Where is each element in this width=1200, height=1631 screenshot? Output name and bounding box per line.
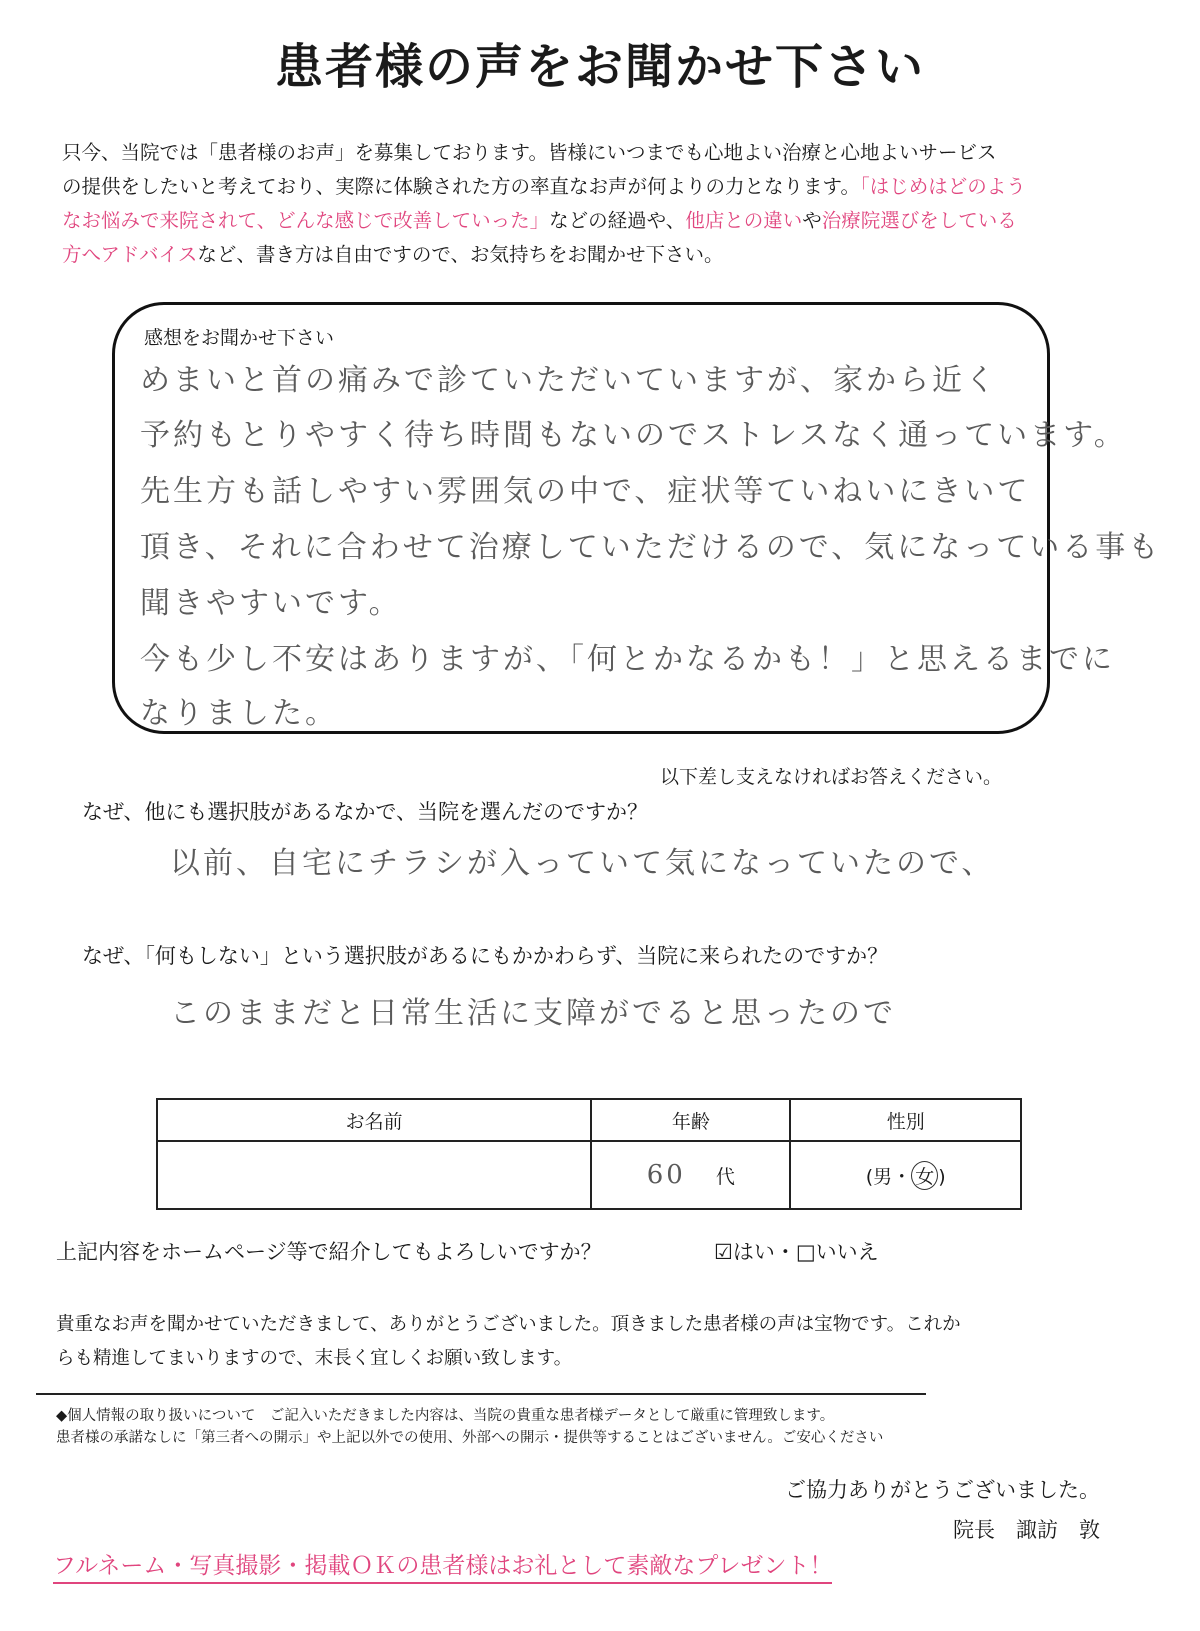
handwritten-line: なりました。	[140, 696, 338, 731]
present-notice: フルネーム・写真撮影・掲載ＯＫの患者様はお礼として素敵なプレゼント！	[53, 1547, 832, 1584]
age-unit: 代	[715, 1166, 735, 1188]
gender-paren: (	[865, 1165, 874, 1188]
answer-1: 以前、自宅にチラシが入っていて気になっていたので、	[170, 846, 995, 881]
handwritten-line: 聞きやすいです。	[140, 586, 402, 621]
impressions-label: 感想をお聞かせ下さい	[144, 327, 335, 349]
age-cell[interactable]	[591, 1141, 790, 1209]
intro-highlight: 他店との違い	[685, 209, 803, 232]
consent-separator: ・	[774, 1240, 796, 1264]
name-header: お名前	[157, 1099, 591, 1141]
director-name: 院長 諏訪 敦	[953, 1518, 1100, 1542]
age-value: 60	[646, 1160, 686, 1190]
intro-line-2	[62, 170, 1026, 204]
consent-question: 上記内容をホームページ等で紹介してもよろしいですか？	[56, 1240, 602, 1264]
gender-paren: )	[938, 1165, 946, 1188]
intro-text: などの経過や、	[549, 209, 686, 232]
thanks-line-2: らも精進してまいりますので、末長く宜しくお願い致します。	[56, 1348, 573, 1369]
question-1: なぜ、他にも選択肢があるなかで、当院を選んだのですか？	[82, 800, 648, 824]
name-cell[interactable]	[157, 1141, 591, 1209]
gender-male: 男	[873, 1165, 893, 1188]
intro-line-4	[62, 238, 723, 272]
question-2: なぜ、「何もしない」という選択肢があるにもかかわらず、当院に来られたのですか？	[82, 944, 889, 968]
consent-no-checkbox[interactable]: □いいえ	[795, 1240, 879, 1264]
gender-separator: ・	[892, 1165, 912, 1188]
handwritten-line: 予約もとりやすく待ち時間もないのでストレスなく通っています。	[140, 418, 1127, 453]
intro-text: の提供をしたいと考えており、実際に体験された方の率直なお声が何よりの力となります。	[62, 175, 860, 198]
consent-yes-checkbox[interactable]: ☑はい	[714, 1240, 775, 1264]
handwritten-line: 今も少し不安はありますが、「何とかなるかも！」と思えるまでに	[140, 642, 1115, 677]
divider	[36, 1393, 926, 1395]
intro-highlight: なお悩みで来院されて、どんな感じで改善していった」	[62, 209, 550, 232]
intro-text: など、書き方は自由ですので、お気持ちをお聞かせ下さい。	[197, 243, 724, 266]
answer-2: このままだと日常生活に支障がでると思ったので	[170, 996, 896, 1031]
intro-line-3	[62, 204, 1017, 238]
intro-highlight: 「はじめはどのよう	[859, 175, 1026, 198]
page-title: 患者様の声をお聞かせ下さい	[274, 39, 925, 95]
gender-header: 性別	[790, 1099, 1021, 1141]
intro-highlight: 方へアドバイス	[62, 243, 198, 266]
consent-options	[714, 1236, 879, 1266]
handwritten-line: 先生方も話しやすい雰囲気の中で、症状等ていねいにきいて	[140, 474, 1031, 509]
gender-cell[interactable]	[790, 1141, 1021, 1209]
handwritten-line: めまいと首の痛みで診ていただいていますが、家から近く	[140, 363, 998, 398]
intro-text: や	[802, 209, 822, 232]
age-header: 年齢	[591, 1099, 790, 1141]
intro-line-1: 只今、当院では「患者様のお声」を募集しております。皆様にいつまでも心地よい治療と心地よいサービス	[62, 141, 997, 164]
privacy-line-2: 患者様の承諾なしに「第三者への開示」や上記以外での使用、外部への開示・提供等することはございません。ご安心ください	[56, 1430, 884, 1446]
privacy-line-1: ◆個人情報の取り扱いについて ご記入いただきました内容は、当院の貴重な患者様データとして厳重に管理致します。	[56, 1408, 835, 1424]
intro-highlight: 治療院選びをしている	[821, 209, 1017, 232]
optional-note: 以下差し支えなければお答えください。	[660, 766, 1003, 788]
gender-female-circled: 女	[911, 1161, 938, 1190]
handwritten-line: 頂き、それに合わせて治療していただけるので、気になっている事も	[140, 530, 1162, 565]
patient-info-table	[156, 1098, 1022, 1210]
thanks-line-1: 貴重なお声を聞かせていただきまして、ありがとうございました。頂きました患者様の声は宝物です。これか	[56, 1314, 961, 1335]
closing-message: ご協力ありがとうございました。	[785, 1478, 1100, 1502]
